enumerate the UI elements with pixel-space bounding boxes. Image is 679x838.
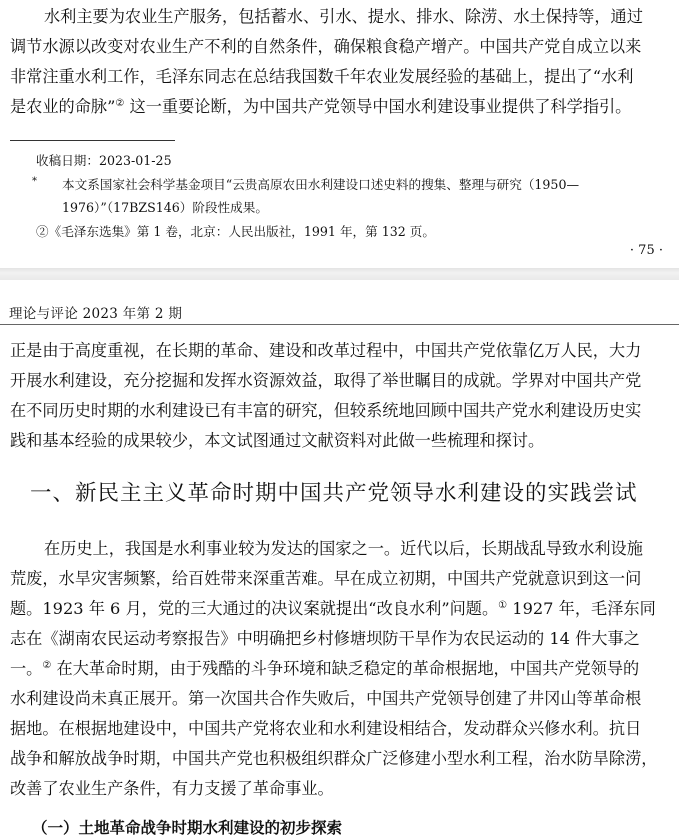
page-76 xyxy=(0,280,679,837)
paragraph-line: 据地。在根据地建设中，中国共产党将农业和水利建设相结合，发动群众兴修水利。抗日 xyxy=(10,719,642,738)
body-paragraph xyxy=(10,534,658,804)
subsection-heading: （一）土地革命战争时期水利建设的初步探索 xyxy=(32,819,343,837)
asterisk-mark: * xyxy=(32,176,37,187)
paragraph-line: 志在《湖南农民运动考察报告》中明确把乡村修塘坝防干旱作为农民运动的 14 件大事之 xyxy=(10,629,640,648)
line-head: 一。 xyxy=(10,659,43,678)
footnote-ref-2[interactable]: ② xyxy=(115,98,125,109)
footnote-ref-1[interactable]: ① xyxy=(498,600,508,611)
footnote-ref-2[interactable]: ② xyxy=(42,660,52,671)
footnote-divider xyxy=(10,140,175,141)
paragraph-line: 调节水源以改变对农业生产不利的自然条件，确保粮食稳产增产。中国共产党自成立以来 xyxy=(10,37,642,56)
intro-paragraph xyxy=(10,336,641,456)
fund-note xyxy=(32,174,580,193)
page-number: · 75 · xyxy=(629,243,663,258)
paragraph-line-head: 是农业的命脉” xyxy=(10,97,116,116)
paragraph-line: 水利主要为农业生产服务，包括蓄水、引水、提水、排水、除涝、水土保持等，通过 xyxy=(44,7,643,26)
paragraph-line xyxy=(10,594,658,624)
paragraph-line: 水利建设尚未真正展开。第一次国共合作失败后，中国共产党领导创建了井冈山等革命根 xyxy=(10,689,642,708)
fund-note-line2: 1976）”（17BZS146）阶段性成果。 xyxy=(62,200,268,215)
line-tail: 在大革命时期，由于残酷的斗争环境和缺乏稳定的革命根据地，中国共产党领导的 xyxy=(51,659,640,678)
paragraph-line: 荒废，水旱灾害频繁，给百姓带来深重苦难。早在成立初期，中国共产党就意识到这一问 xyxy=(10,569,642,588)
page-75 xyxy=(0,0,679,268)
paragraph-line: 开展水利建设，充分挖掘和发挥水资源效益，取得了举世瞩目的成就。学界对中国共产党 xyxy=(10,371,642,390)
footnote-2: ②《毛泽东选集》第 1 卷，北京：人民出版社，1991 年，第 132 页。 xyxy=(36,224,435,239)
running-header: 理论与评论 2023 年第 2 期 xyxy=(9,306,183,322)
paragraph-line: 改善了农业生产条件，有力支援了革命事业。 xyxy=(10,779,334,798)
opening-paragraph xyxy=(10,2,643,122)
line-tail: 1927 年，毛泽东同 xyxy=(507,599,656,618)
header-rule xyxy=(0,324,679,325)
paragraph-line: 非常注重水利工作，毛泽东同志在总结我国数千年农业发展经验的基础上，提出了“水利 xyxy=(10,67,634,86)
paragraph-line xyxy=(10,654,658,684)
received-date: 收稿日期：2023-01-25 xyxy=(36,153,172,168)
section-heading: 一、新民主主义革命时期中国共产党领导水利建设的实践尝试 xyxy=(30,481,638,506)
paragraph-line: 正是由于高度重视，在长期的革命、建设和改革过程中，中国共产党依靠亿万人民，大力 xyxy=(10,341,642,360)
paragraph-line-tail: 这一重要论断，为中国共产党领导中国水利建设事业提供了科学指引。 xyxy=(124,97,632,116)
paragraph-line: 在历史上，我国是水利事业较为发达的国家之一。近代以后，长期战乱导致水利设施 xyxy=(44,539,643,558)
paragraph-line xyxy=(10,92,643,122)
paragraph-line: 战争和解放战争时期，中国共产党也积极组织群众广泛修建小型水利工程，治水防旱除涝， xyxy=(10,749,658,768)
page-separator xyxy=(0,268,679,280)
line-head: 题。1923 年 6 月，党的三大通过的决议案就提出“改良水利”问题。 xyxy=(10,599,499,618)
paragraph-line: 践和基本经验的成果较少，本文试图通过文献资料对此做一些梳理和探讨。 xyxy=(10,431,545,450)
fund-note-line1: 本文系国家社会科学基金项目“云贵高原农田水利建设口述史料的搜集、整理与研究（1950— xyxy=(62,177,580,192)
paragraph-line: 在不同历史时期的水利建设已有丰富的研究，但较系统地回顾中国共产党水利建设历史实 xyxy=(10,401,642,420)
